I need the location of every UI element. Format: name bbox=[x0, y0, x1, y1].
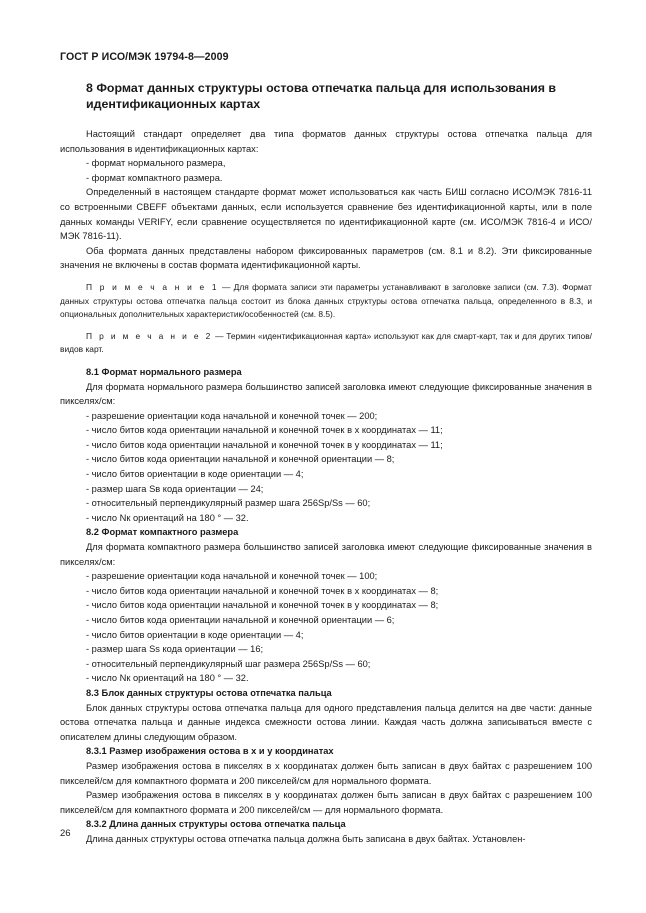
list-item: - относительный перпендикулярный шаг размера 256Sp/Ss — 60; bbox=[86, 658, 371, 669]
list-item: - формат компактного размера. bbox=[86, 172, 223, 183]
paragraph-8-3: Блок данных структуры остова отпечатка пальца для одного представления пальца делится на две части: данные остова отпечатка пальца и данные индекса смежности остова линии. Каждая часть должна записываться вместе с описателем длины следующим образом. bbox=[60, 702, 592, 742]
document-header: ГОСТ Р ИСО/МЭК 19794-8—2009 bbox=[60, 51, 229, 63]
list-item: - размер шага Ss кода ориентации — 16; bbox=[86, 644, 264, 655]
list-item: - формат нормального размера, bbox=[86, 158, 226, 169]
note-1 bbox=[60, 281, 592, 322]
list-item: - число битов кода ориентации начальной и конечной точек в y координатах — 11; bbox=[86, 439, 443, 450]
paragraph-8-3-1-y: Размер изображения остова в пикселях в y координатах должен быть записан в двух байтах с разрешением 100 пикселей/см для компактного формата и 200 пикселей/см — для нормального формата. bbox=[60, 790, 592, 815]
note-2-text: — Термин «идентификационная карта» используют как для смарт-карт, так и для других типов/видов карт. bbox=[60, 330, 592, 355]
page-number: 26 bbox=[60, 828, 71, 839]
paragraph-8-2-intro: Для формата компактного размера большинство записей заголовка имеют следующие фиксированные значения в пикселях/см: bbox=[60, 542, 592, 567]
list-item: - число битов ориентации в коде ориентации — 4; bbox=[86, 629, 304, 640]
paragraph-8-3-2: Длина данных структуры остова отпечатка пальца должна быть записана в двух байтах. Установлен- bbox=[86, 833, 526, 844]
note-2-label: П р и м е ч а н и е 2 bbox=[86, 330, 213, 341]
note-1-text: — Для формата записи эти параметры устанавливают в заголовке записи (см. 7.3). Формат данных структуры остова отпечатка пальца состоит из блока данных структуры остова отпечатка пальца, определенного в 8.3, и опциональных дополнительных характеристик/особенностей (см. 8.5). bbox=[60, 281, 592, 320]
list-item: - число Nк ориентаций на 180 ° — 32. bbox=[86, 512, 249, 523]
list-item: - разрешение ориентации кода начальной и конечной точек — 200; bbox=[86, 410, 378, 421]
paragraph-intro: Настоящий стандарт определяет два типа форматов данных структуры остова отпечатка пальца для использования в идентификационных картах: bbox=[60, 129, 592, 154]
list-item: - относительный перпендикулярный размер шага 256Sp/Ss — 60; bbox=[86, 498, 371, 509]
list-item: - число битов кода ориентации начальной и конечной точек в x координатах — 11; bbox=[86, 425, 443, 436]
subsection-title-8-3-1: 8.3.1 Размер изображения остова в x и y координатах bbox=[86, 746, 334, 757]
list-item: - число битов кода ориентации начальной и конечной точек в x координатах — 8; bbox=[86, 585, 439, 596]
list-item: - размер шага Sв кода ориентации — 24; bbox=[86, 483, 264, 494]
list-item: - число битов кода ориентации начальной и конечной ориентации — 8; bbox=[86, 454, 395, 465]
paragraph-8-1-intro: Для формата нормального размера большинство записей заголовка имеют следующие фиксированные значения в пикселях/см: bbox=[60, 381, 592, 407]
subsection-title-8-3-2: 8.3.2 Длина данных структуры остова отпечатка пальца bbox=[86, 819, 346, 830]
list-item: - число битов кода ориентации начальной и конечной ориентации — 6; bbox=[86, 615, 395, 625]
subsection-title-8-2: 8.2 Формат компактного размера bbox=[86, 527, 239, 538]
list-item: - число битов ориентации в коде ориентации — 4; bbox=[86, 469, 304, 480]
paragraph-fixed-params: Оба формата данных представлены набором фиксированных параметров (см. 8.1 и 8.2). Эти фиксированные значения не включены в состав формата идентификационной карты. bbox=[60, 245, 592, 271]
note-1-label: П р и м е ч а н и е 1 bbox=[86, 281, 219, 292]
subsection-title-8-1: 8.1 Формат нормального размера bbox=[86, 366, 242, 377]
paragraph-usage: Определенный в настоящем стандарте формат может использоваться как часть БИШ согласно ИСО/МЭК 7816-11 со встроенными CBEFF объектами данных, если используется сравнение без идентификационной карты, или в поле данных команды VERIFY, если сравнение осуществляется по идентификационной карте (см. ИСО/МЭК 7816-4 и ИСО/МЭК 7816-11). bbox=[60, 187, 592, 242]
subsection-title-8-3: 8.3 Блок данных структуры остова отпечатка пальца bbox=[86, 687, 332, 698]
note-2 bbox=[60, 330, 592, 357]
list-item: - число битов кода ориентации начальной и конечной точек в y координатах — 8; bbox=[86, 600, 439, 611]
list-item: - число Nк ориентаций на 180 ° — 32. bbox=[86, 673, 249, 684]
section-title: 8 Формат данных структуры остова отпечатка пальца для использования в идентификационных картах bbox=[86, 81, 556, 111]
list-item: - разрешение ориентации кода начальной и конечной точек — 100; bbox=[86, 571, 378, 582]
paragraph-8-3-1-x: Размер изображения остова в пикселях в x координатах должен быть записан в двух байтах с разрешением 100 пикселей/см для компактного формата и 200 пикселей/см для нормального формата. bbox=[60, 760, 592, 786]
document-body bbox=[60, 127, 592, 847]
